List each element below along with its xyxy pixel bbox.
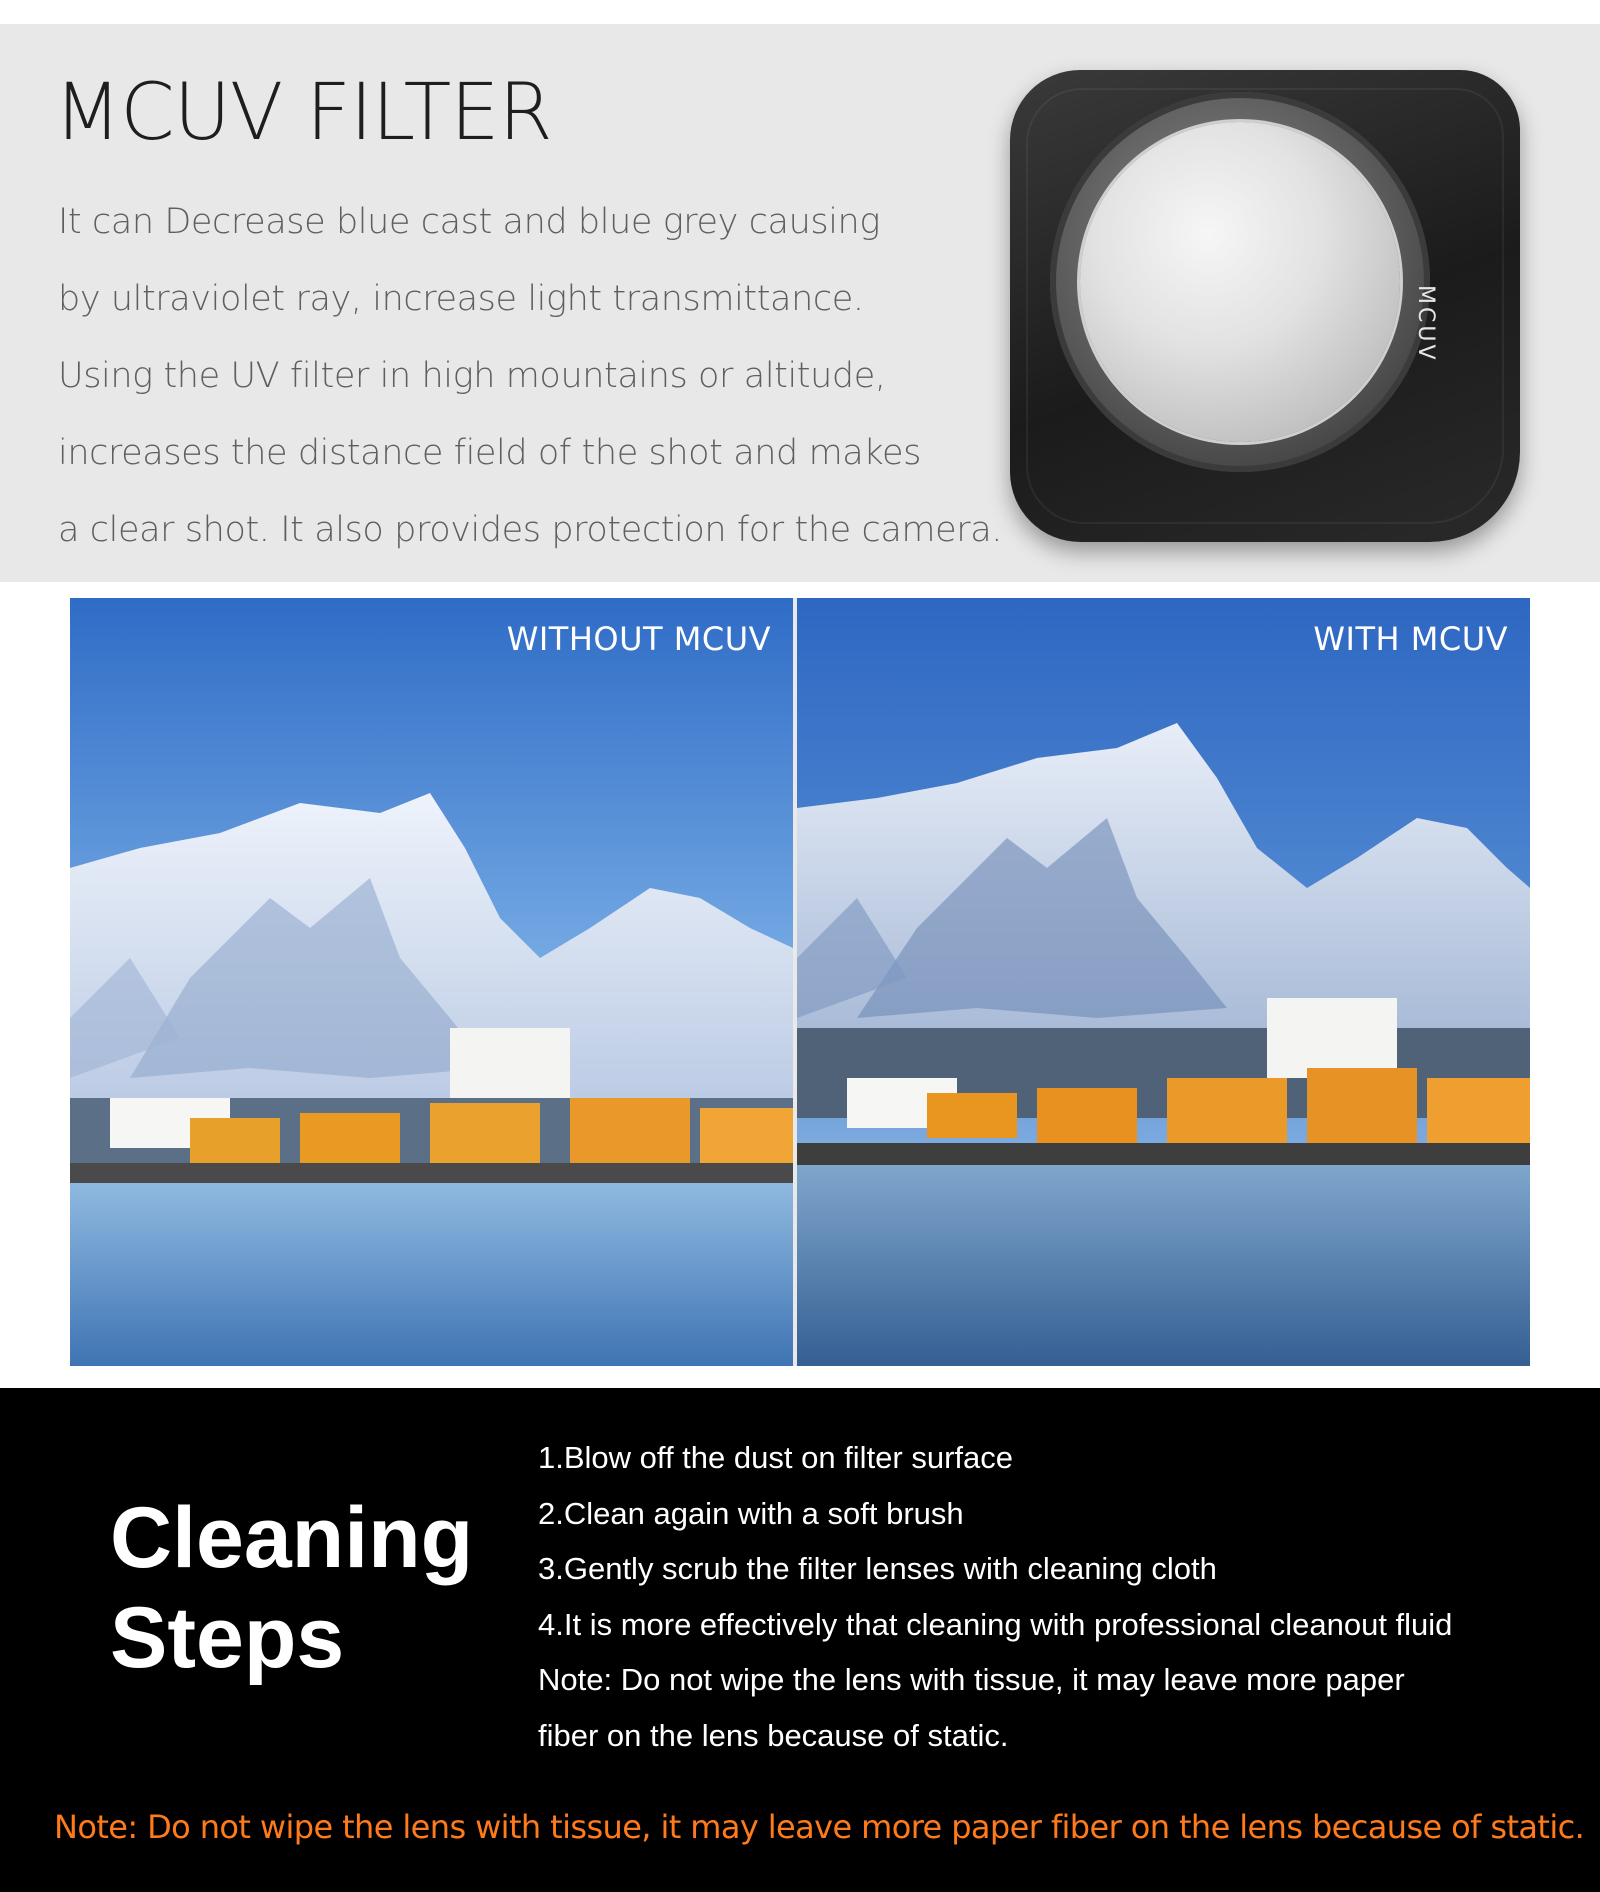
filter-brand-label: MCUV	[1413, 285, 1438, 363]
filter-frame	[1010, 70, 1520, 542]
description-line: a clear shot. It also provides protection for the camera.	[58, 510, 1002, 550]
filter-glass	[1080, 122, 1400, 442]
cleaning-step: 2.Clean again with a soft brush	[538, 1495, 964, 1531]
with-mcuv-photo	[797, 598, 1530, 1366]
description-line: increases the distance field of the shot and makes	[58, 433, 921, 473]
description-line: by ultraviolet ray, increase light transmittance.	[58, 279, 864, 319]
without-mcuv-label: WITHOUT MCUV	[506, 620, 771, 658]
description-line: It can Decrease blue cast and blue grey causing	[58, 202, 880, 242]
cleaning-heading-line: Cleaning	[110, 1490, 474, 1586]
cleaning-step: 3.Gently scrub the filter lenses with cleaning cloth	[538, 1551, 1217, 1586]
intro-title: MCUV FILTER	[54, 68, 552, 158]
intro-description	[58, 184, 1002, 569]
without-mcuv-photo	[70, 598, 793, 1366]
cleaning-step: 1.Blow off the dust on filter surface	[538, 1440, 1014, 1475]
landscape-scene-with	[797, 598, 1530, 1366]
cleaning-heading-line: Steps	[110, 1590, 345, 1686]
landscape-scene-without	[70, 598, 793, 1366]
cleaning-note-line: fiber on the lens because of static.	[538, 1717, 1009, 1753]
intro-section	[0, 24, 1600, 582]
bottom-warning-note: Note: Do not wipe the lens with tissue, it may leave more paper fiber on the lens because of static.	[54, 1808, 1585, 1846]
comparison-section	[70, 598, 1530, 1366]
with-mcuv-label: WITH MCUV	[1313, 620, 1508, 658]
cleaning-heading	[110, 1488, 473, 1688]
cleaning-steps-list	[538, 1430, 1452, 1763]
mcuv-filter-product-image	[1010, 70, 1520, 542]
filter-ring	[1050, 92, 1430, 472]
description-line: Using the UV filter in high mountains or altitude,	[58, 356, 886, 396]
cleaning-note-line: Note: Do not wipe the lens with tissue, it may leave more paper	[538, 1662, 1405, 1697]
cleaning-section	[0, 1388, 1600, 1892]
cleaning-step: 4.It is more effectively that cleaning with professional cleanout fluid	[538, 1606, 1453, 1642]
